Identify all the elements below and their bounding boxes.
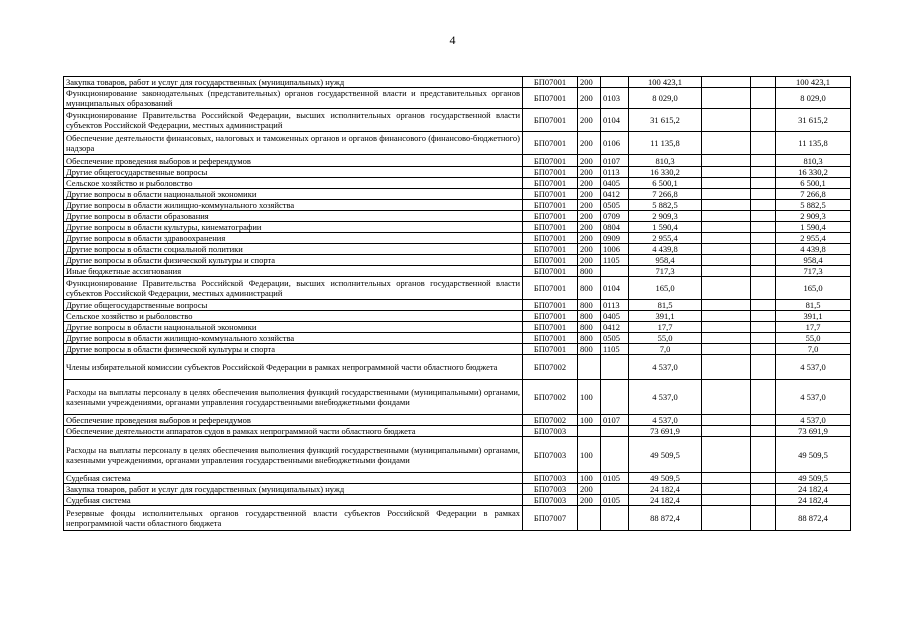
row-section: 0405 xyxy=(601,311,629,322)
table-row xyxy=(64,506,851,531)
row-empty-cell xyxy=(702,211,751,222)
row-name: Другие вопросы в области физической культуры и спорта xyxy=(64,255,523,266)
row-empty-cell xyxy=(751,311,776,322)
row-code: БП07001 xyxy=(523,189,578,200)
row-name: Другие общегосударственные вопросы xyxy=(64,300,523,311)
row-amount: 100 423,1 xyxy=(629,77,702,88)
row-empty-cell xyxy=(751,132,776,155)
row-expense-type: 200 xyxy=(578,484,601,495)
row-amount-approved: 7 266,8 xyxy=(776,189,851,200)
row-amount: 55,0 xyxy=(629,333,702,344)
table-row xyxy=(64,437,851,473)
row-amount: 810,3 xyxy=(629,155,702,167)
row-empty-cell xyxy=(702,437,751,473)
row-empty-cell xyxy=(751,244,776,255)
row-name: Другие общегосударственные вопросы xyxy=(64,167,523,178)
row-empty-cell xyxy=(751,233,776,244)
row-expense-type: 800 xyxy=(578,333,601,344)
row-section: 0103 xyxy=(601,88,629,109)
row-amount: 4 537,0 xyxy=(629,415,702,426)
row-name: Обеспечение проведения выборов и референдумов xyxy=(64,415,523,426)
row-empty-cell xyxy=(702,266,751,277)
table-row xyxy=(64,88,851,109)
row-amount-approved: 958,4 xyxy=(776,255,851,266)
row-expense-type: 200 xyxy=(578,88,601,109)
row-amount-approved: 24 182,4 xyxy=(776,495,851,506)
row-section xyxy=(601,506,629,531)
row-empty-cell xyxy=(751,437,776,473)
row-amount-approved: 165,0 xyxy=(776,277,851,300)
row-code: БП07001 xyxy=(523,333,578,344)
row-section xyxy=(601,380,629,415)
row-empty-cell xyxy=(702,189,751,200)
row-section: 0505 xyxy=(601,200,629,211)
row-empty-cell xyxy=(702,255,751,266)
row-empty-cell xyxy=(702,277,751,300)
row-expense-type xyxy=(578,506,601,531)
row-empty-cell xyxy=(702,333,751,344)
row-empty-cell xyxy=(751,178,776,189)
row-expense-type: 200 xyxy=(578,155,601,167)
row-empty-cell xyxy=(702,132,751,155)
row-amount-approved: 717,3 xyxy=(776,266,851,277)
row-empty-cell xyxy=(702,155,751,167)
row-empty-cell xyxy=(751,380,776,415)
table-row xyxy=(64,222,851,233)
row-section xyxy=(601,484,629,495)
row-amount: 8 029,0 xyxy=(629,88,702,109)
row-amount-approved: 16 330,2 xyxy=(776,167,851,178)
row-expense-type: 200 xyxy=(578,233,601,244)
row-amount-approved: 7,0 xyxy=(776,344,851,355)
row-empty-cell xyxy=(702,495,751,506)
row-section: 0113 xyxy=(601,167,629,178)
row-amount: 2 955,4 xyxy=(629,233,702,244)
row-code: БП07001 xyxy=(523,300,578,311)
row-expense-type: 200 xyxy=(578,132,601,155)
row-name: Резервные фонды исполнительных органов государственной власти субъектов Российской Федерации в рамках непрограммной части областного бюджета xyxy=(64,506,523,531)
row-empty-cell xyxy=(702,233,751,244)
row-empty-cell xyxy=(751,167,776,178)
row-section: 0505 xyxy=(601,333,629,344)
row-expense-type: 200 xyxy=(578,495,601,506)
row-empty-cell xyxy=(751,88,776,109)
row-amount: 16 330,2 xyxy=(629,167,702,178)
table-row xyxy=(64,355,851,380)
row-empty-cell xyxy=(751,266,776,277)
row-expense-type: 100 xyxy=(578,473,601,484)
row-expense-type: 100 xyxy=(578,415,601,426)
row-expense-type: 800 xyxy=(578,300,601,311)
row-amount: 1 590,4 xyxy=(629,222,702,233)
row-section: 0107 xyxy=(601,155,629,167)
row-amount-approved: 88 872,4 xyxy=(776,506,851,531)
row-code: БП07001 xyxy=(523,109,578,132)
row-expense-type: 200 xyxy=(578,222,601,233)
row-name: Судебная система xyxy=(64,473,523,484)
row-empty-cell xyxy=(702,109,751,132)
row-amount: 81,5 xyxy=(629,300,702,311)
row-amount-approved: 810,3 xyxy=(776,155,851,167)
row-section: 1105 xyxy=(601,344,629,355)
table-row xyxy=(64,178,851,189)
row-section xyxy=(601,355,629,380)
row-code: БП07001 xyxy=(523,211,578,222)
row-section: 0104 xyxy=(601,109,629,132)
row-code: БП07001 xyxy=(523,255,578,266)
row-empty-cell xyxy=(751,109,776,132)
row-amount-approved: 31 615,2 xyxy=(776,109,851,132)
row-expense-type: 800 xyxy=(578,344,601,355)
row-expense-type: 200 xyxy=(578,244,601,255)
row-code: БП07003 xyxy=(523,426,578,437)
table-row xyxy=(64,244,851,255)
row-code: БП07001 xyxy=(523,132,578,155)
row-amount: 4 439,8 xyxy=(629,244,702,255)
row-empty-cell xyxy=(702,222,751,233)
row-empty-cell xyxy=(751,322,776,333)
row-amount-approved: 6 500,1 xyxy=(776,178,851,189)
row-empty-cell xyxy=(751,300,776,311)
row-section: 0405 xyxy=(601,178,629,189)
table-row xyxy=(64,380,851,415)
row-name: Другие вопросы в области национальной экономики xyxy=(64,322,523,333)
row-empty-cell xyxy=(702,77,751,88)
row-name: Закупка товаров, работ и услуг для государственных (муниципальных) нужд xyxy=(64,77,523,88)
row-section: 0113 xyxy=(601,300,629,311)
row-code: БП07001 xyxy=(523,266,578,277)
row-empty-cell xyxy=(702,167,751,178)
row-expense-type xyxy=(578,355,601,380)
row-name: Обеспечение деятельности финансовых, налоговых и таможенных органов и органов финансового (финансово-бюджетного) надзора xyxy=(64,132,523,155)
row-code: БП07002 xyxy=(523,380,578,415)
row-empty-cell xyxy=(702,88,751,109)
row-amount-approved: 81,5 xyxy=(776,300,851,311)
row-section: 0909 xyxy=(601,233,629,244)
row-amount-approved: 4 537,0 xyxy=(776,380,851,415)
table-row xyxy=(64,255,851,266)
row-section: 0104 xyxy=(601,277,629,300)
row-section xyxy=(601,426,629,437)
table-row xyxy=(64,322,851,333)
row-empty-cell xyxy=(751,277,776,300)
row-amount-approved: 391,1 xyxy=(776,311,851,322)
row-empty-cell xyxy=(702,426,751,437)
row-section xyxy=(601,437,629,473)
row-name: Иные бюджетные ассигнования xyxy=(64,266,523,277)
row-amount-approved: 55,0 xyxy=(776,333,851,344)
table-row xyxy=(64,426,851,437)
row-expense-type: 200 xyxy=(578,109,601,132)
row-empty-cell xyxy=(751,473,776,484)
row-code: БП07001 xyxy=(523,311,578,322)
row-empty-cell xyxy=(702,322,751,333)
row-amount: 7 266,8 xyxy=(629,189,702,200)
table-row xyxy=(64,344,851,355)
row-amount-approved: 49 509,5 xyxy=(776,473,851,484)
row-amount: 4 537,0 xyxy=(629,355,702,380)
table-row xyxy=(64,211,851,222)
row-empty-cell xyxy=(751,155,776,167)
row-empty-cell xyxy=(751,211,776,222)
row-empty-cell xyxy=(751,222,776,233)
row-code: БП07002 xyxy=(523,355,578,380)
row-section xyxy=(601,266,629,277)
row-amount-approved: 8 029,0 xyxy=(776,88,851,109)
row-amount-approved: 2 909,3 xyxy=(776,211,851,222)
row-name: Другие вопросы в области жилищно-коммунального хозяйства xyxy=(64,333,523,344)
row-empty-cell xyxy=(751,506,776,531)
row-empty-cell xyxy=(702,415,751,426)
row-empty-cell xyxy=(751,200,776,211)
row-name: Другие вопросы в области социальной политики xyxy=(64,244,523,255)
row-amount: 958,4 xyxy=(629,255,702,266)
table-row xyxy=(64,415,851,426)
row-name: Сельское хозяйство и рыболовство xyxy=(64,311,523,322)
row-amount: 391,1 xyxy=(629,311,702,322)
row-amount-approved: 4 439,8 xyxy=(776,244,851,255)
page-number: 4 xyxy=(449,33,456,47)
row-code: БП07001 xyxy=(523,77,578,88)
row-amount-approved: 100 423,1 xyxy=(776,77,851,88)
row-expense-type xyxy=(578,426,601,437)
table-row xyxy=(64,155,851,167)
row-section: 0804 xyxy=(601,222,629,233)
row-name: Обеспечение деятельности аппаратов судов в рамках непрограммной части областного бюджета xyxy=(64,426,523,437)
table-row xyxy=(64,109,851,132)
row-section: 0107 xyxy=(601,415,629,426)
table-row xyxy=(64,200,851,211)
row-name: Члены избирательной комиссии субъектов Российской Федерации в рамках непрограммной части областного бюджета xyxy=(64,355,523,380)
row-section: 0412 xyxy=(601,322,629,333)
table-row xyxy=(64,333,851,344)
row-name: Обеспечение проведения выборов и референдумов xyxy=(64,155,523,167)
row-empty-cell xyxy=(751,495,776,506)
row-expense-type: 200 xyxy=(578,77,601,88)
row-name: Другие вопросы в области образования xyxy=(64,211,523,222)
row-name: Функционирование Правительства Российской Федерации, высших исполнительных органов государственной власти субъектов Российской Федерации, местных администраций xyxy=(64,277,523,300)
row-amount: 5 882,5 xyxy=(629,200,702,211)
row-code: БП07003 xyxy=(523,473,578,484)
row-section: 0105 xyxy=(601,495,629,506)
row-expense-type: 100 xyxy=(578,380,601,415)
row-amount: 24 182,4 xyxy=(629,495,702,506)
row-amount-approved: 17,7 xyxy=(776,322,851,333)
row-name: Сельское хозяйство и рыболовство xyxy=(64,178,523,189)
table-row xyxy=(64,495,851,506)
row-name: Другие вопросы в области жилищно-коммунального хозяйства xyxy=(64,200,523,211)
row-empty-cell xyxy=(751,484,776,495)
row-code: БП07003 xyxy=(523,495,578,506)
row-amount: 6 500,1 xyxy=(629,178,702,189)
row-amount-approved: 4 537,0 xyxy=(776,415,851,426)
row-amount: 11 135,8 xyxy=(629,132,702,155)
row-amount: 73 691,9 xyxy=(629,426,702,437)
row-empty-cell xyxy=(702,344,751,355)
row-empty-cell xyxy=(751,255,776,266)
row-empty-cell xyxy=(702,244,751,255)
row-empty-cell xyxy=(751,77,776,88)
row-amount-approved: 4 537,0 xyxy=(776,355,851,380)
table-row xyxy=(64,189,851,200)
table-row xyxy=(64,77,851,88)
row-section xyxy=(601,77,629,88)
row-empty-cell xyxy=(702,200,751,211)
row-amount-approved: 24 182,4 xyxy=(776,484,851,495)
row-name: Функционирование Правительства Российской Федерации, высших исполнительных органов государственной власти субъектов Российской Федерации, местных администраций xyxy=(64,109,523,132)
row-code: БП07007 xyxy=(523,506,578,531)
row-amount-approved: 49 509,5 xyxy=(776,437,851,473)
row-expense-type: 800 xyxy=(578,266,601,277)
row-code: БП07003 xyxy=(523,437,578,473)
row-name: Судебная система xyxy=(64,495,523,506)
row-code: БП07001 xyxy=(523,322,578,333)
row-expense-type: 800 xyxy=(578,322,601,333)
row-section: 0105 xyxy=(601,473,629,484)
row-empty-cell xyxy=(751,189,776,200)
row-empty-cell xyxy=(702,178,751,189)
row-empty-cell xyxy=(751,344,776,355)
budget-table xyxy=(63,76,851,531)
row-code: БП07001 xyxy=(523,277,578,300)
table-row xyxy=(64,484,851,495)
table-row xyxy=(64,473,851,484)
table-row xyxy=(64,277,851,300)
row-amount: 31 615,2 xyxy=(629,109,702,132)
row-section: 1105 xyxy=(601,255,629,266)
row-amount: 4 537,0 xyxy=(629,380,702,415)
row-code: БП07001 xyxy=(523,167,578,178)
row-amount: 88 872,4 xyxy=(629,506,702,531)
row-expense-type: 200 xyxy=(578,178,601,189)
row-amount: 17,7 xyxy=(629,322,702,333)
table-row xyxy=(64,300,851,311)
row-name: Другие вопросы в области культуры, кинематографии xyxy=(64,222,523,233)
table-row xyxy=(64,132,851,155)
row-name: Расходы на выплаты персоналу в целях обеспечения выполнения функций государственными (муниципальными) органами, казенными учреждениями, органами управления государственными внебюджетными фондами xyxy=(64,380,523,415)
row-expense-type: 100 xyxy=(578,437,601,473)
row-expense-type: 800 xyxy=(578,311,601,322)
row-empty-cell xyxy=(702,355,751,380)
row-section: 0709 xyxy=(601,211,629,222)
table-row xyxy=(64,233,851,244)
row-name: Закупка товаров, работ и услуг для государственных (муниципальных) нужд xyxy=(64,484,523,495)
row-expense-type: 200 xyxy=(578,211,601,222)
row-code: БП07001 xyxy=(523,244,578,255)
row-name: Другие вопросы в области здравоохранения xyxy=(64,233,523,244)
row-empty-cell xyxy=(702,300,751,311)
row-name: Другие вопросы в области физической культуры и спорта xyxy=(64,344,523,355)
table-row xyxy=(64,167,851,178)
row-empty-cell xyxy=(702,311,751,322)
row-amount-approved: 2 955,4 xyxy=(776,233,851,244)
row-empty-cell xyxy=(751,426,776,437)
row-amount: 49 509,5 xyxy=(629,437,702,473)
row-expense-type: 200 xyxy=(578,189,601,200)
row-amount: 7,0 xyxy=(629,344,702,355)
row-empty-cell xyxy=(702,484,751,495)
row-amount: 717,3 xyxy=(629,266,702,277)
row-empty-cell xyxy=(751,355,776,380)
row-empty-cell xyxy=(702,473,751,484)
row-code: БП07001 xyxy=(523,88,578,109)
row-amount-approved: 5 882,5 xyxy=(776,200,851,211)
row-code: БП07001 xyxy=(523,200,578,211)
row-expense-type: 200 xyxy=(578,167,601,178)
row-code: БП07001 xyxy=(523,344,578,355)
row-empty-cell xyxy=(751,333,776,344)
row-code: БП07001 xyxy=(523,178,578,189)
row-amount: 49 509,5 xyxy=(629,473,702,484)
row-expense-type: 200 xyxy=(578,255,601,266)
row-section: 0412 xyxy=(601,189,629,200)
row-amount-approved: 1 590,4 xyxy=(776,222,851,233)
row-code: БП07003 xyxy=(523,484,578,495)
row-empty-cell xyxy=(702,506,751,531)
row-name: Функционирование законодательных (представительных) органов государственной власти и представительных органов муниципальных образований xyxy=(64,88,523,109)
row-name: Расходы на выплаты персоналу в целях обеспечения выполнения функций государственными (муниципальными) органами, казенными учреждениями, органами управления государственными внебюджетными фондами xyxy=(64,437,523,473)
row-section: 1006 xyxy=(601,244,629,255)
row-name: Другие вопросы в области национальной экономики xyxy=(64,189,523,200)
row-amount: 24 182,4 xyxy=(629,484,702,495)
row-code: БП07002 xyxy=(523,415,578,426)
row-amount: 2 909,3 xyxy=(629,211,702,222)
row-empty-cell xyxy=(751,415,776,426)
table-row xyxy=(64,266,851,277)
row-code: БП07001 xyxy=(523,222,578,233)
row-code: БП07001 xyxy=(523,155,578,167)
row-amount: 165,0 xyxy=(629,277,702,300)
table-row xyxy=(64,311,851,322)
row-expense-type: 200 xyxy=(578,200,601,211)
row-amount-approved: 73 691,9 xyxy=(776,426,851,437)
row-empty-cell xyxy=(702,380,751,415)
row-section: 0106 xyxy=(601,132,629,155)
row-code: БП07001 xyxy=(523,233,578,244)
row-expense-type: 800 xyxy=(578,277,601,300)
row-amount-approved: 11 135,8 xyxy=(776,132,851,155)
